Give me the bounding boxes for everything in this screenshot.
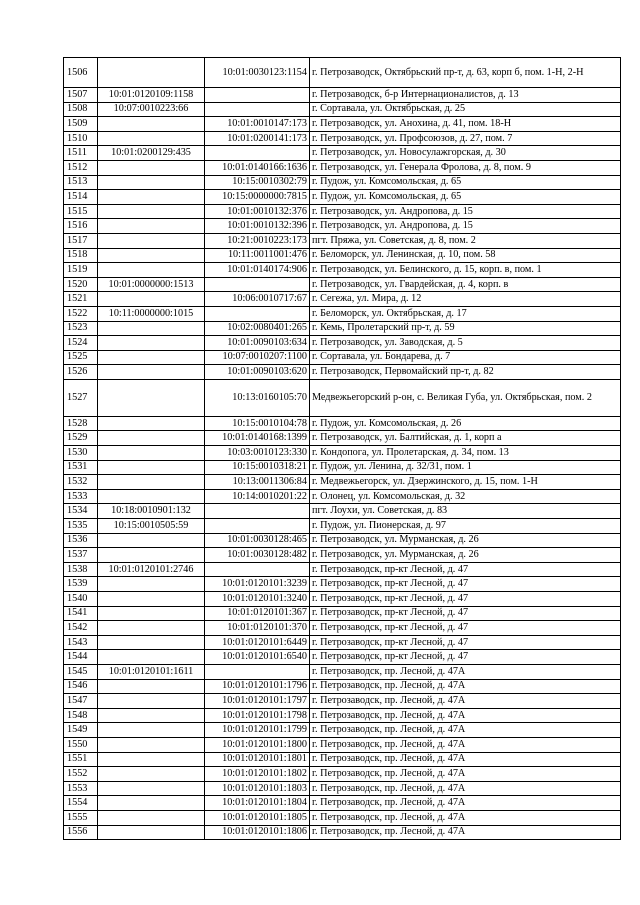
- cadastral-number-building-cell: [98, 204, 205, 219]
- cadastral-number-premises-cell: [205, 88, 310, 103]
- row-number-cell: 1508: [64, 102, 98, 117]
- cadastral-number-premises-cell: [205, 146, 310, 161]
- cadastral-number-premises-cell: 10:11:0011001:476: [205, 248, 310, 263]
- cadastral-number-building-cell: 10:11:0000000:1015: [98, 306, 205, 321]
- table-row: [64, 131, 621, 146]
- cadastral-number-building-cell: [98, 446, 205, 461]
- address-cell: г. Петрозаводск, ул. Заводская, д. 5: [310, 336, 621, 351]
- table-row: [64, 306, 621, 321]
- address-cell: г. Кемь, Пролетарский пр-т, д. 59: [310, 321, 621, 336]
- address-cell: г. Сортавала, ул. Бондарева, д. 7: [310, 350, 621, 365]
- cadastral-number-premises-cell: 10:07:0010207:1100: [205, 350, 310, 365]
- cadastral-number-building-cell: [98, 577, 205, 592]
- row-number-cell: 1537: [64, 548, 98, 563]
- table-row: [64, 548, 621, 563]
- address-cell: г. Петрозаводск, пр. Лесной, д. 47А: [310, 708, 621, 723]
- cadastral-number-premises-cell: 10:01:0120101:1802: [205, 767, 310, 782]
- table-row: [64, 650, 621, 665]
- cadastral-number-building-cell: [98, 379, 205, 416]
- row-number-cell: 1543: [64, 635, 98, 650]
- cadastral-number-premises-cell: 10:01:0010132:396: [205, 219, 310, 234]
- row-number-cell: 1509: [64, 117, 98, 132]
- cadastral-number-premises-cell: 10:21:0010223:173: [205, 233, 310, 248]
- row-number-cell: 1521: [64, 292, 98, 307]
- table-row: [64, 277, 621, 292]
- cadastral-number-building-cell: [98, 781, 205, 796]
- table-row: [64, 146, 621, 161]
- cadastral-number-building-cell: [98, 160, 205, 175]
- cadastral-number-premises-cell: 10:01:0030123:1154: [205, 58, 310, 88]
- table-row: [64, 233, 621, 248]
- address-cell: г. Пудож, ул. Комсомольская, д. 65: [310, 190, 621, 205]
- address-cell: г. Петрозаводск, пр. Лесной, д. 47А: [310, 752, 621, 767]
- row-number-cell: 1511: [64, 146, 98, 161]
- cadastral-number-building-cell: [98, 219, 205, 234]
- cadastral-number-premises-cell: [205, 664, 310, 679]
- address-cell: г. Петрозаводск, пр. Лесной, д. 47А: [310, 694, 621, 709]
- row-number-cell: 1546: [64, 679, 98, 694]
- address-cell: г. Петрозаводск, пр-кт Лесной, д. 47: [310, 592, 621, 607]
- cadastral-number-premises-cell: [205, 562, 310, 577]
- address-cell: г. Петрозаводск, ул. Мурманская, д. 26: [310, 533, 621, 548]
- row-number-cell: 1551: [64, 752, 98, 767]
- address-cell: г. Пудож, ул. Комсомольская, д. 65: [310, 175, 621, 190]
- row-number-cell: 1514: [64, 190, 98, 205]
- row-number-cell: 1513: [64, 175, 98, 190]
- cadastral-number-building-cell: [98, 694, 205, 709]
- cadastral-number-building-cell: 10:01:0120101:1611: [98, 664, 205, 679]
- address-cell: г. Сортавала, ул. Октябрьская, д. 25: [310, 102, 621, 117]
- table-row: [64, 694, 621, 709]
- cadastral-number-premises-cell: 10:15:0010318:21: [205, 460, 310, 475]
- row-number-cell: 1530: [64, 446, 98, 461]
- table-row: [64, 88, 621, 103]
- cadastral-number-premises-cell: 10:01:0120101:1796: [205, 679, 310, 694]
- address-cell: г. Петрозаводск, Первомайский пр-т, д. 82: [310, 365, 621, 380]
- table-row: [64, 219, 621, 234]
- cadastral-number-premises-cell: 10:06:0010717:67: [205, 292, 310, 307]
- cadastral-number-premises-cell: [205, 277, 310, 292]
- table-row: [64, 621, 621, 636]
- cadastral-number-building-cell: [98, 810, 205, 825]
- row-number-cell: 1531: [64, 460, 98, 475]
- cadastral-number-premises-cell: 10:01:0010147:173: [205, 117, 310, 132]
- cadastral-number-building-cell: 10:01:0120109:1158: [98, 88, 205, 103]
- cadastral-number-building-cell: 10:01:0000000:1513: [98, 277, 205, 292]
- cadastral-number-building-cell: [98, 175, 205, 190]
- cadastral-number-building-cell: [98, 679, 205, 694]
- cadastral-number-premises-cell: 10:01:0120101:1797: [205, 694, 310, 709]
- address-cell: пгт. Пряжа, ул. Советская, д. 8, пом. 2: [310, 233, 621, 248]
- table-row: [64, 519, 621, 534]
- table-row: [64, 475, 621, 490]
- address-cell: г. Петрозаводск, пр-кт Лесной, д. 47: [310, 635, 621, 650]
- cadastral-number-building-cell: [98, 190, 205, 205]
- cadastral-number-premises-cell: 10:01:0120101:6540: [205, 650, 310, 665]
- address-cell: г. Петрозаводск, пр-кт Лесной, д. 47: [310, 650, 621, 665]
- address-cell: г. Петрозаводск, ул. Анохина, д. 41, пом. 18-Н: [310, 117, 621, 132]
- cadastral-number-building-cell: 10:15:0010505:59: [98, 519, 205, 534]
- cadastral-number-premises-cell: 10:01:0030128:482: [205, 548, 310, 563]
- table-row: [64, 562, 621, 577]
- address-cell: г. Петрозаводск, ул. Андропова, д. 15: [310, 219, 621, 234]
- table-row: [64, 117, 621, 132]
- address-cell: г. Петрозаводск, ул. Белинского, д. 15, корп. в, пом. 1: [310, 263, 621, 278]
- address-cell: г. Петрозаводск, ул. Балтийская, д. 1, корп а: [310, 431, 621, 446]
- row-number-cell: 1519: [64, 263, 98, 278]
- address-cell: г. Петрозаводск, пр. Лесной, д. 47А: [310, 825, 621, 840]
- cadastral-number-premises-cell: 10:01:0200141:173: [205, 131, 310, 146]
- address-cell: г. Петрозаводск, б-р Интернационалистов, д. 13: [310, 88, 621, 103]
- row-number-cell: 1506: [64, 58, 98, 88]
- property-table-body: [64, 58, 621, 840]
- cadastral-number-building-cell: [98, 723, 205, 738]
- cadastral-number-building-cell: [98, 365, 205, 380]
- cadastral-number-building-cell: [98, 292, 205, 307]
- table-row: [64, 446, 621, 461]
- address-cell: г. Сегежа, ул. Мира, д. 12: [310, 292, 621, 307]
- cadastral-number-building-cell: [98, 548, 205, 563]
- table-row: [64, 460, 621, 475]
- row-number-cell: 1556: [64, 825, 98, 840]
- row-number-cell: 1542: [64, 621, 98, 636]
- row-number-cell: 1523: [64, 321, 98, 336]
- row-number-cell: 1548: [64, 708, 98, 723]
- cadastral-number-premises-cell: 10:14:0010201:22: [205, 489, 310, 504]
- cadastral-number-premises-cell: 10:13:0011306:84: [205, 475, 310, 490]
- row-number-cell: 1517: [64, 233, 98, 248]
- cadastral-number-building-cell: [98, 431, 205, 446]
- row-number-cell: 1549: [64, 723, 98, 738]
- table-row: [64, 350, 621, 365]
- address-cell: г. Петрозаводск, пр. Лесной, д. 47А: [310, 781, 621, 796]
- cadastral-number-building-cell: [98, 533, 205, 548]
- address-cell: г. Петрозаводск, Октябрьский пр-т, д. 63, корп б, пом. 1-Н, 2-Н: [310, 58, 621, 88]
- cadastral-number-building-cell: [98, 475, 205, 490]
- address-cell: г. Петрозаводск, пр-кт Лесной, д. 47: [310, 621, 621, 636]
- cadastral-number-premises-cell: 10:01:0120101:1798: [205, 708, 310, 723]
- row-number-cell: 1512: [64, 160, 98, 175]
- row-number-cell: 1529: [64, 431, 98, 446]
- row-number-cell: 1524: [64, 336, 98, 351]
- row-number-cell: 1554: [64, 796, 98, 811]
- table-row: [64, 737, 621, 752]
- table-row: [64, 504, 621, 519]
- address-cell: г. Петрозаводск, пр. Лесной, д. 47А: [310, 679, 621, 694]
- cadastral-number-premises-cell: 10:01:0120101:1805: [205, 810, 310, 825]
- row-number-cell: 1536: [64, 533, 98, 548]
- cadastral-number-premises-cell: [205, 306, 310, 321]
- cadastral-number-building-cell: [98, 416, 205, 431]
- row-number-cell: 1539: [64, 577, 98, 592]
- cadastral-number-building-cell: [98, 635, 205, 650]
- cadastral-number-premises-cell: 10:01:0140174:906: [205, 263, 310, 278]
- table-row: [64, 796, 621, 811]
- address-cell: пгт. Лоухи, ул. Советская, д. 83: [310, 504, 621, 519]
- row-number-cell: 1547: [64, 694, 98, 709]
- table-row: [64, 664, 621, 679]
- cadastral-number-premises-cell: 10:15:0010302:79: [205, 175, 310, 190]
- table-row: [64, 102, 621, 117]
- row-number-cell: 1520: [64, 277, 98, 292]
- cadastral-number-building-cell: [98, 606, 205, 621]
- cadastral-number-building-cell: [98, 621, 205, 636]
- cadastral-number-premises-cell: 10:01:0140166:1636: [205, 160, 310, 175]
- row-number-cell: 1510: [64, 131, 98, 146]
- cadastral-number-building-cell: [98, 117, 205, 132]
- row-number-cell: 1518: [64, 248, 98, 263]
- cadastral-number-building-cell: [98, 708, 205, 723]
- cadastral-number-premises-cell: 10:01:0140168:1399: [205, 431, 310, 446]
- row-number-cell: 1516: [64, 219, 98, 234]
- address-cell: г. Петрозаводск, пр-кт Лесной, д. 47: [310, 562, 621, 577]
- table-row: [64, 781, 621, 796]
- cadastral-number-premises-cell: 10:03:0010123:330: [205, 446, 310, 461]
- cadastral-number-premises-cell: 10:01:0120101:1806: [205, 825, 310, 840]
- cadastral-number-building-cell: [98, 336, 205, 351]
- cadastral-number-premises-cell: [205, 504, 310, 519]
- row-number-cell: 1552: [64, 767, 98, 782]
- cadastral-number-building-cell: [98, 767, 205, 782]
- cadastral-number-building-cell: [98, 650, 205, 665]
- cadastral-number-building-cell: 10:18:0010901:132: [98, 504, 205, 519]
- address-cell: г. Кондопога, ул. Пролетарская, д. 34, пом. 13: [310, 446, 621, 461]
- address-cell: г. Медвежьегорск, ул. Дзержинского, д. 15, пом. 1-Н: [310, 475, 621, 490]
- table-row: [64, 767, 621, 782]
- row-number-cell: 1540: [64, 592, 98, 607]
- row-number-cell: 1526: [64, 365, 98, 380]
- address-cell: г. Олонец, ул. Комсомольская, д. 32: [310, 489, 621, 504]
- table-row: [64, 635, 621, 650]
- address-cell: г. Пудож, ул. Комсомольская, д. 26: [310, 416, 621, 431]
- table-row: [64, 577, 621, 592]
- cadastral-number-premises-cell: 10:01:0120101:6449: [205, 635, 310, 650]
- address-cell: г. Петрозаводск, пр-кт Лесной, д. 47: [310, 577, 621, 592]
- cadastral-number-building-cell: [98, 131, 205, 146]
- cadastral-number-building-cell: 10:01:0120101:2746: [98, 562, 205, 577]
- table-row: [64, 723, 621, 738]
- cadastral-number-building-cell: [98, 460, 205, 475]
- cadastral-number-building-cell: 10:01:0200129:435: [98, 146, 205, 161]
- cadastral-number-building-cell: [98, 58, 205, 88]
- cadastral-number-premises-cell: 10:01:0120101:1801: [205, 752, 310, 767]
- cadastral-number-premises-cell: 10:15:0010104:78: [205, 416, 310, 431]
- row-number-cell: 1528: [64, 416, 98, 431]
- row-number-cell: 1550: [64, 737, 98, 752]
- row-number-cell: 1555: [64, 810, 98, 825]
- address-cell: г. Петрозаводск, ул. Гвардейская, д. 4, корп. в: [310, 277, 621, 292]
- address-cell: г. Петрозаводск, пр. Лесной, д. 47А: [310, 664, 621, 679]
- address-cell: г. Петрозаводск, пр. Лесной, д. 47А: [310, 767, 621, 782]
- address-cell: г. Петрозаводск, пр. Лесной, д. 47А: [310, 810, 621, 825]
- table-row: [64, 160, 621, 175]
- table-row: [64, 190, 621, 205]
- cadastral-number-premises-cell: 10:01:0120101:370: [205, 621, 310, 636]
- table-row: [64, 336, 621, 351]
- cadastral-number-building-cell: [98, 233, 205, 248]
- address-cell: г. Пудож, ул. Пионерская, д. 97: [310, 519, 621, 534]
- table-row: [64, 708, 621, 723]
- table-row: [64, 58, 621, 88]
- row-number-cell: 1532: [64, 475, 98, 490]
- table-row: [64, 321, 621, 336]
- table-row: [64, 606, 621, 621]
- cadastral-number-building-cell: [98, 350, 205, 365]
- cadastral-number-building-cell: [98, 796, 205, 811]
- cadastral-number-premises-cell: [205, 519, 310, 534]
- table-row: [64, 204, 621, 219]
- table-row: [64, 292, 621, 307]
- row-number-cell: 1538: [64, 562, 98, 577]
- row-number-cell: 1522: [64, 306, 98, 321]
- table-row: [64, 679, 621, 694]
- cadastral-number-premises-cell: 10:01:0090103:620: [205, 365, 310, 380]
- cadastral-number-premises-cell: [205, 102, 310, 117]
- row-number-cell: 1553: [64, 781, 98, 796]
- address-cell: г. Петрозаводск, ул. Андропова, д. 15: [310, 204, 621, 219]
- row-number-cell: 1545: [64, 664, 98, 679]
- row-number-cell: 1525: [64, 350, 98, 365]
- address-cell: г. Петрозаводск, пр. Лесной, д. 47А: [310, 737, 621, 752]
- table-row: [64, 533, 621, 548]
- cadastral-number-building-cell: [98, 248, 205, 263]
- address-cell: г. Беломорск, ул. Октябрьская, д. 17: [310, 306, 621, 321]
- cadastral-number-premises-cell: 10:01:0120101:3240: [205, 592, 310, 607]
- row-number-cell: 1533: [64, 489, 98, 504]
- row-number-cell: 1527: [64, 379, 98, 416]
- cadastral-number-premises-cell: 10:15:0000000:7815: [205, 190, 310, 205]
- address-cell: г. Петрозаводск, пр-кт Лесной, д. 47: [310, 606, 621, 621]
- cadastral-number-premises-cell: 10:01:0090103:634: [205, 336, 310, 351]
- row-number-cell: 1544: [64, 650, 98, 665]
- cadastral-number-premises-cell: 10:01:0120101:3239: [205, 577, 310, 592]
- property-table: [63, 57, 621, 840]
- cadastral-number-building-cell: [98, 825, 205, 840]
- table-row: [64, 379, 621, 416]
- row-number-cell: 1534: [64, 504, 98, 519]
- cadastral-number-premises-cell: 10:13:0160105:70: [205, 379, 310, 416]
- cadastral-number-premises-cell: 10:01:0120101:1800: [205, 737, 310, 752]
- table-row: [64, 416, 621, 431]
- table-row: [64, 810, 621, 825]
- row-number-cell: 1541: [64, 606, 98, 621]
- cadastral-number-building-cell: [98, 752, 205, 767]
- cadastral-number-building-cell: [98, 489, 205, 504]
- table-row: [64, 365, 621, 380]
- address-cell: г. Петрозаводск, ул. Профсоюзов, д. 27, пом. 7: [310, 131, 621, 146]
- address-cell: г. Петрозаводск, ул. Мурманская, д. 26: [310, 548, 621, 563]
- table-row: [64, 592, 621, 607]
- address-cell: г. Пудож, ул. Ленина, д. 32/31, пом. 1: [310, 460, 621, 475]
- cadastral-number-premises-cell: 10:01:0120101:1799: [205, 723, 310, 738]
- cadastral-number-premises-cell: 10:01:0030128:465: [205, 533, 310, 548]
- cadastral-number-premises-cell: 10:01:0120101:367: [205, 606, 310, 621]
- table-row: [64, 431, 621, 446]
- cadastral-number-premises-cell: 10:01:0120101:1804: [205, 796, 310, 811]
- address-cell: г. Петрозаводск, ул. Генерала Фролова, д. 8, пом. 9: [310, 160, 621, 175]
- row-number-cell: 1515: [64, 204, 98, 219]
- table-row: [64, 489, 621, 504]
- address-cell: г. Петрозаводск, пр. Лесной, д. 47А: [310, 796, 621, 811]
- address-cell: г. Беломорск, ул. Ленинская, д. 10, пом. 58: [310, 248, 621, 263]
- address-cell: г. Петрозаводск, пр. Лесной, д. 47А: [310, 723, 621, 738]
- table-row: [64, 248, 621, 263]
- table-row: [64, 263, 621, 278]
- table-row: [64, 752, 621, 767]
- cadastral-number-premises-cell: 10:02:0080401:265: [205, 321, 310, 336]
- table-row: [64, 175, 621, 190]
- cadastral-number-building-cell: [98, 737, 205, 752]
- cadastral-number-building-cell: 10:07:0010223:66: [98, 102, 205, 117]
- cadastral-number-building-cell: [98, 263, 205, 278]
- cadastral-number-premises-cell: 10:01:0120101:1803: [205, 781, 310, 796]
- row-number-cell: 1507: [64, 88, 98, 103]
- table-row: [64, 825, 621, 840]
- cadastral-number-building-cell: [98, 592, 205, 607]
- address-cell: г. Петрозаводск, ул. Новосулажгорская, д. 30: [310, 146, 621, 161]
- row-number-cell: 1535: [64, 519, 98, 534]
- address-cell: Медвежьегорский р-он, с. Великая Губа, ул. Октябрьская, пом. 2: [310, 379, 621, 416]
- cadastral-number-building-cell: [98, 321, 205, 336]
- cadastral-number-premises-cell: 10:01:0010132:376: [205, 204, 310, 219]
